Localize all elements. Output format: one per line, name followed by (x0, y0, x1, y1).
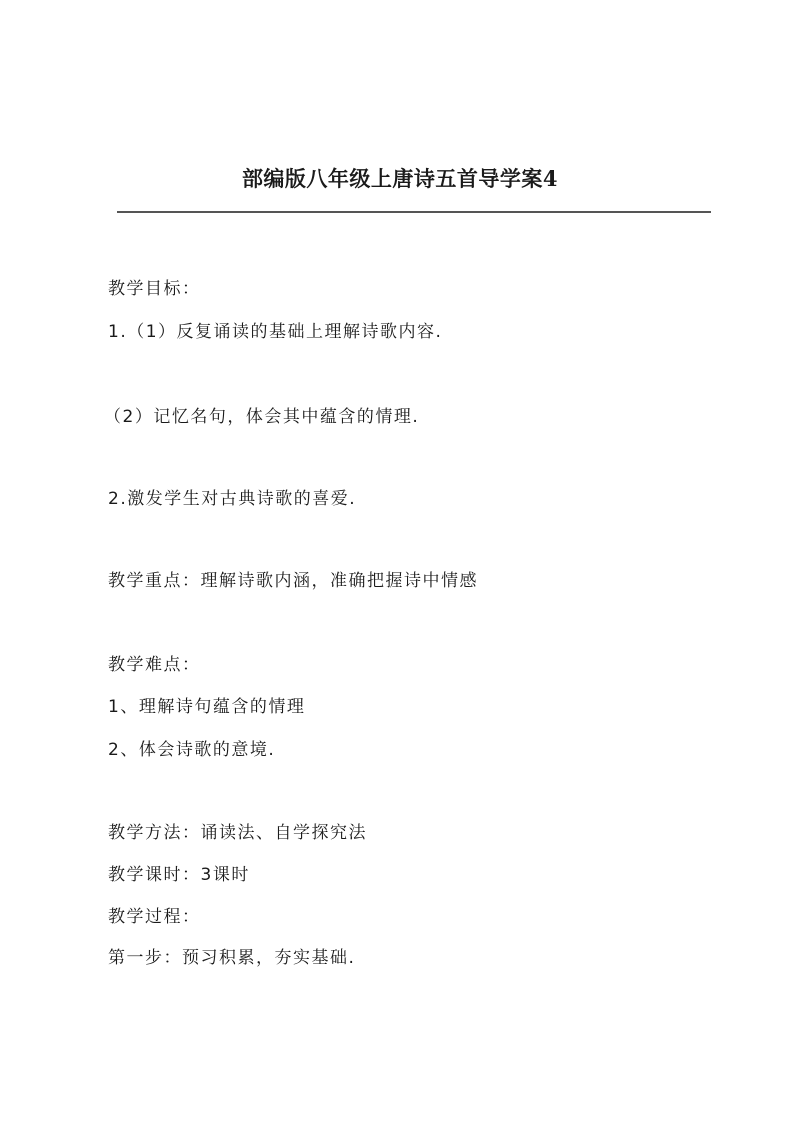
teaching-process-heading: 教学过程： (108, 907, 201, 927)
document-title: 部编版八年级上唐诗五首导学案4 (241, 166, 559, 191)
teaching-objectives-heading: 教学目标： (108, 279, 201, 299)
step-one: 第一步：预习积累，夯实基础. (108, 948, 356, 968)
objective-1-1: 1.（1）反复诵读的基础上理解诗歌内容. (108, 322, 443, 342)
objective-2: 2.激发学生对古典诗歌的喜爱. (108, 489, 357, 509)
teaching-methods: 教学方法：诵读法、自学探究法 (108, 823, 367, 843)
teaching-difficulties-heading: 教学难点： (108, 655, 201, 675)
title-divider (117, 211, 711, 213)
difficulty-2: 2、体会诗歌的意境. (108, 740, 276, 760)
difficulty-1: 1、理解诗句蕴含的情理 (108, 697, 306, 717)
teaching-hours: 教学课时：3课时 (108, 865, 250, 885)
teaching-focus: 教学重点：理解诗歌内涵，准确把握诗中情感 (108, 571, 478, 591)
objective-1-2: （2）记忆名句，体会其中蕴含的情理. (104, 407, 420, 427)
